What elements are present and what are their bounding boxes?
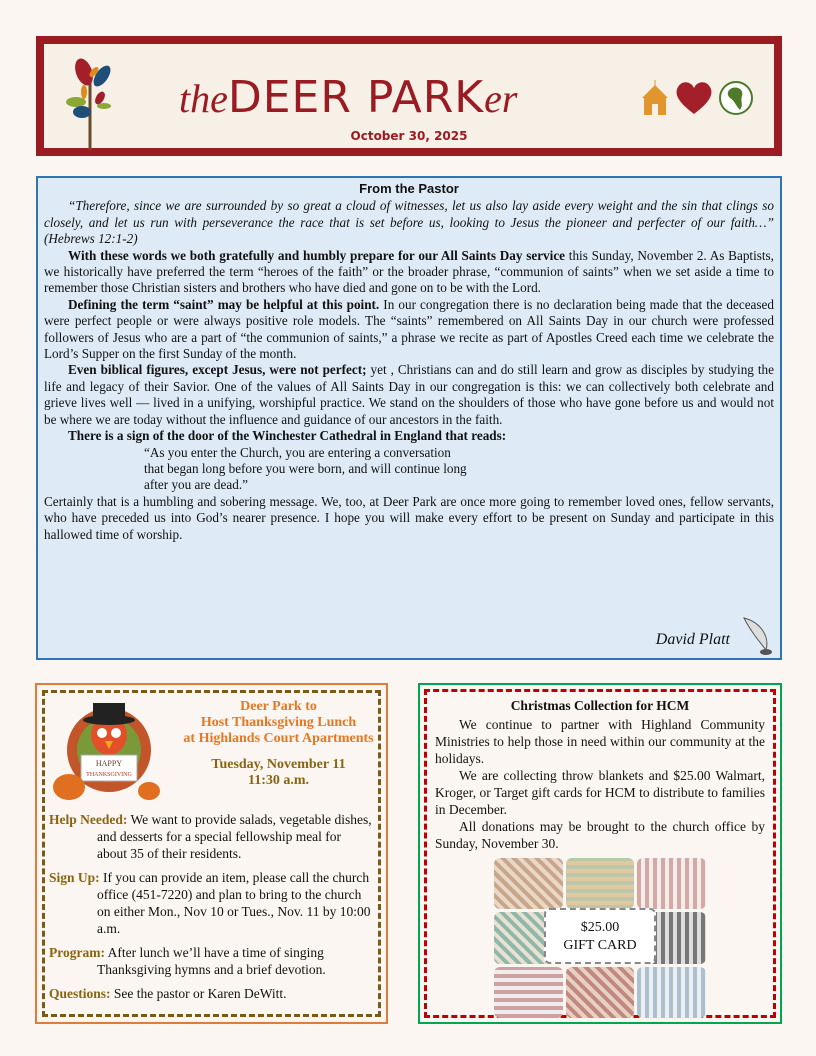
item-text: We want to provide salads, vegetable dishes, and desserts for a special fellowship meal for about 35 of their residents. xyxy=(97,812,372,861)
event-date: Tuesday, November 11 xyxy=(211,757,346,772)
thanksgiving-lunch-box xyxy=(35,683,388,1024)
title-line: Host Thanksgiving Lunch xyxy=(200,715,357,730)
gift-card xyxy=(544,908,656,964)
paragraph xyxy=(44,362,774,428)
church-icon xyxy=(640,80,670,116)
item-text: If you can provide an item, please call the church office (451-7220) and plan to bring to the church on either Mon., Nov 10 or Tues., Nov. 11 by 10:00 a.m. xyxy=(97,870,371,936)
paragraph-text: In our congregation there is no declaration being made that the deceased were perfect people or were always positive role models. The “saints” remembered on All Saints Day in our church were professed followers of Jesus who are a part of “the communion of saints,” a phrase we recite as part of Apostles Creed each time we celebrate the Lord’s Supper on the first Sunday of the month. xyxy=(44,296,774,362)
event-datetime xyxy=(183,757,374,789)
closing-paragraph: Certainly that is a humbling and sobering message. We, too, at Deer Park are once more going to remember loved ones, fellow servants, who have preceded us into God’s nearer presence. I hope you will make every effort to be present on Sunday and participate in this hallowed time of worship. xyxy=(44,493,774,542)
event-title xyxy=(183,699,374,747)
item-text: After lunch we’ll have a time of singing Thanksgiving hymns and a brief devotion. xyxy=(97,945,326,977)
info-item xyxy=(49,985,374,1002)
lead-in: There is a sign of the door of the Winchester Cathedral in England that reads: xyxy=(68,428,507,444)
paragraph xyxy=(44,297,774,363)
issue-date: October 30, 2025 xyxy=(350,129,468,143)
info-item xyxy=(49,869,374,937)
lead-in: Defining the term “saint” may be helpful at this point. xyxy=(68,296,380,312)
title-er: er xyxy=(484,76,518,121)
scripture-quote: “Therefore, since we are surrounded by so great a cloud of witnesses, let us also lay aside every weight and the sin that clings so closely, and let us run with perseverance the race that is set before us, looking to Jesus the pioneer and perfecter of our faith…” (Hebrews 12:1-2) xyxy=(44,198,774,247)
info-item xyxy=(49,944,374,978)
signature: David Platt xyxy=(655,630,730,648)
poem-line: after you are dead.” xyxy=(144,477,248,493)
poem-line: “As you enter the Church, you are entering a conversation xyxy=(144,444,451,460)
quill-pen-icon xyxy=(740,616,774,656)
event-time: 11:30 a.m. xyxy=(247,773,310,788)
paragraph xyxy=(44,248,774,297)
item-text: See the pastor or Karen DeWitt. xyxy=(110,986,287,1001)
paragraph-text: this Sunday, November 2. As Baptists, we historically have preferred the term “heroes of the faith” or the broader phrase, “communion of saints” when we set aside a time to remember those Christian sisters and brothers who have died and gone on to be with the Lord. xyxy=(44,247,774,296)
title-the: the xyxy=(179,76,228,121)
title-line: Deer Park to xyxy=(240,699,317,714)
paragraph: All donations may be brought to the church office by Sunday, November 30. xyxy=(435,819,765,851)
info-item xyxy=(49,811,374,862)
poem-line: that began long before you were born, and will continue long xyxy=(144,460,467,476)
christmas-collection-box xyxy=(418,683,782,1024)
paragraph xyxy=(44,428,774,444)
item-label: Help Needed: xyxy=(49,812,128,827)
title-main: DEER PARK xyxy=(227,72,485,123)
newsletter-title xyxy=(179,72,518,123)
paragraph: We are collecting throw blankets and $25.00 Walmart, Kroger, or Target gift cards for HCM to distribute to families in December. xyxy=(435,768,765,817)
section-heading: From the Pastor xyxy=(359,181,459,196)
lead-in: Even biblical figures, except Jesus, were not perfect; xyxy=(68,362,367,378)
sign-thanksgiving: THANKSGIVING xyxy=(86,772,132,778)
lead-in: With these words we both gratefully and humbly prepare for our All Saints Day service xyxy=(68,247,566,263)
blankets-gift-card-image xyxy=(494,858,706,1018)
gift-card-amount: $25.00 xyxy=(580,920,620,935)
paragraph-text: yet , Christians can and do still learn and grow as disciples by studying the life and legacy of their Savior. One of the values of All Saints Day in our congregation is this: we can collectively both celebrate and grieve lives well — lived in a unifying, worshipful practice. We stand on the shoulders of those who have gone before us and would not be where we are today without the influence and guidance of our ancestors in the faith. xyxy=(44,362,774,427)
item-label: Program: xyxy=(49,945,105,960)
title-line: at Highlands Court Apartments xyxy=(183,731,374,746)
paragraph: We continue to partner with Highland Community Ministries to help those in need within our community at the holidays. xyxy=(435,717,765,766)
turkey-illustration xyxy=(49,695,169,805)
from-the-pastor-section xyxy=(36,176,782,660)
item-label: Questions: xyxy=(49,986,111,1001)
globe-icon xyxy=(718,80,754,116)
item-label: Sign Up: xyxy=(49,870,100,885)
sign-happy: HAPPY xyxy=(95,759,123,768)
section-heading: Christmas Collection for HCM xyxy=(510,698,690,713)
gift-card-label: GIFT CARD xyxy=(563,938,637,953)
masthead xyxy=(36,36,782,156)
heart-icon xyxy=(674,80,714,116)
